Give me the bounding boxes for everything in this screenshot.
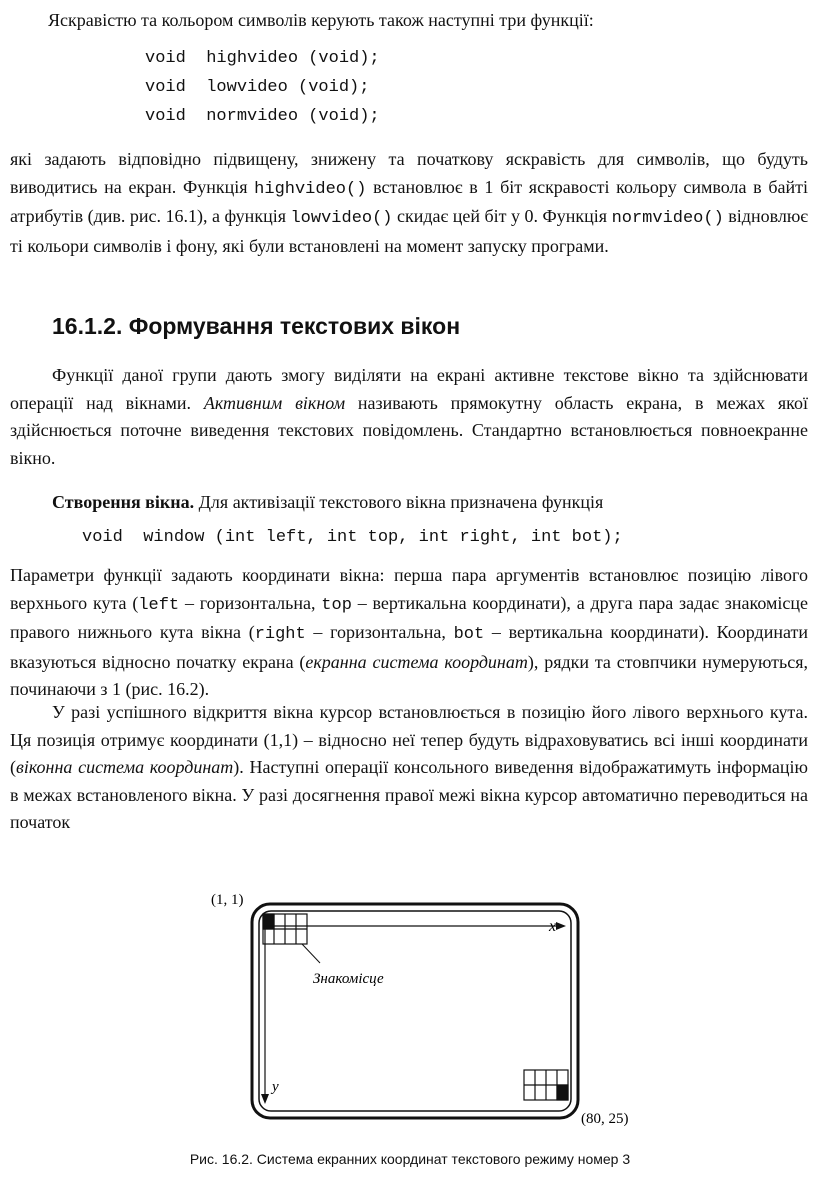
emphasis-term: екранна система координат — [305, 651, 528, 672]
top-left-coord-label: (1, 1) — [211, 892, 244, 908]
text-run: Функції даної групи дають змогу виділяти на екрані активне текстове вікно та здійснювати операції над вікнами. — [10, 365, 808, 413]
paragraph-cursor — [10, 699, 808, 837]
inline-code: normvideo() — [611, 209, 724, 228]
text-run: ), рядки та стовпчики нумеруються, починаючи з 1 (рис. 16.2). — [10, 651, 808, 699]
text-run: Для активізації текстового вікна призначена функція — [194, 492, 604, 512]
run-in-heading: Створення вікна. — [52, 492, 195, 512]
bottom-right-cell-grid — [524, 1070, 568, 1100]
end-cell — [557, 1085, 568, 1100]
code-line-highvideo: void highvideo (void); — [145, 49, 380, 68]
origin-cell — [263, 914, 274, 929]
inline-code: right — [254, 625, 306, 644]
inline-code: lowvideo() — [290, 209, 393, 228]
y-axis-label: y — [272, 1079, 279, 1095]
grid-outline — [263, 914, 307, 944]
paragraph-brightness — [10, 146, 808, 260]
y-axis-arrowhead — [261, 1094, 269, 1104]
inline-code: left — [138, 595, 180, 615]
text-run: називають прямокутну область екрана, в межах якої здійснюється поточне виведення текстових повідомлень. Стандартно встановлюється повноекранне вікно. — [10, 392, 809, 468]
text-run: – вертикальна координати), а друга пара задає знакомісце правого нижнього кута вікна ( — [10, 592, 809, 642]
screen-outer-frame — [252, 904, 578, 1118]
text-run: ). Наступні операції консольного виведення відображатимуть інформацію в межах встановленого вікна. У разі досягнення правої межі вікна курсор автоматично переводиться на початок — [10, 757, 808, 832]
text-run: відновлює ті кольори символів і фону, які були встановлені на момент запуску програми. — [10, 206, 808, 256]
text-run: – горизонтальна, — [179, 592, 322, 613]
cell-label-leader — [302, 944, 320, 963]
section-heading: 16.1.2. Формування текстових вікон — [52, 313, 461, 339]
figure-caption: Рис. 16.2. Система екранних координат текстового режиму номер 3 — [189, 1151, 631, 1167]
grid-outline — [524, 1070, 568, 1100]
text-run: які задають відповідно підвищену, знижену та початкову яскравість для символів, що будуть виводитись на екран. Функція — [10, 149, 808, 197]
inline-code: top — [321, 595, 352, 615]
inline-code: highvideo() — [254, 179, 367, 199]
code-line-normvideo: void normvideo (void); — [145, 107, 380, 126]
emphasis-term: Активним вікном — [203, 392, 346, 413]
x-axis-arrowhead — [556, 922, 566, 930]
text-run: встановлює в 1 біт яскравості кольору символа в байті атрибутів (див. рис. 16.1), а функція — [10, 176, 808, 226]
paragraph-create-window — [52, 489, 812, 517]
code-line-window: void window (int left, int top, int right, int bot); — [82, 528, 623, 547]
x-axis-label: x — [549, 918, 557, 935]
cell-label: Знакомісце — [313, 971, 384, 987]
bottom-right-coord-label: (80, 25) — [581, 1111, 629, 1127]
paragraph-window-params — [10, 562, 808, 704]
code-line-lowvideo: void lowvideo (void); — [145, 78, 370, 97]
paragraph-windows-intro — [10, 362, 808, 472]
text-run: Параметри функції задають координати вікна: перша пара аргументів встановлює позицію лівого верхнього кута ( — [10, 565, 808, 613]
top-left-cell-grid — [263, 914, 307, 944]
intro-text: Яскравістю та кольором символів керують також наступні три функції: — [48, 10, 594, 30]
text-run: У разі успішного відкриття вікна курсор встановлюється в позицію його лівого верхнього кута. Ця позиція отримує координати (1,1) – відносно неї тепер будуть відраховуватись всі інші координати ( — [10, 702, 808, 777]
emphasis-term: віконна система координат — [16, 757, 234, 777]
inline-code: bot — [453, 625, 485, 644]
text-run: – горизонтальна, — [305, 622, 454, 642]
text-run: – вертикальна координати). Координати вказуються відносно початку екрана ( — [10, 622, 808, 672]
screen-inner-frame — [259, 911, 571, 1111]
text-run: скидає цей біт у 0. Функція — [392, 206, 612, 226]
